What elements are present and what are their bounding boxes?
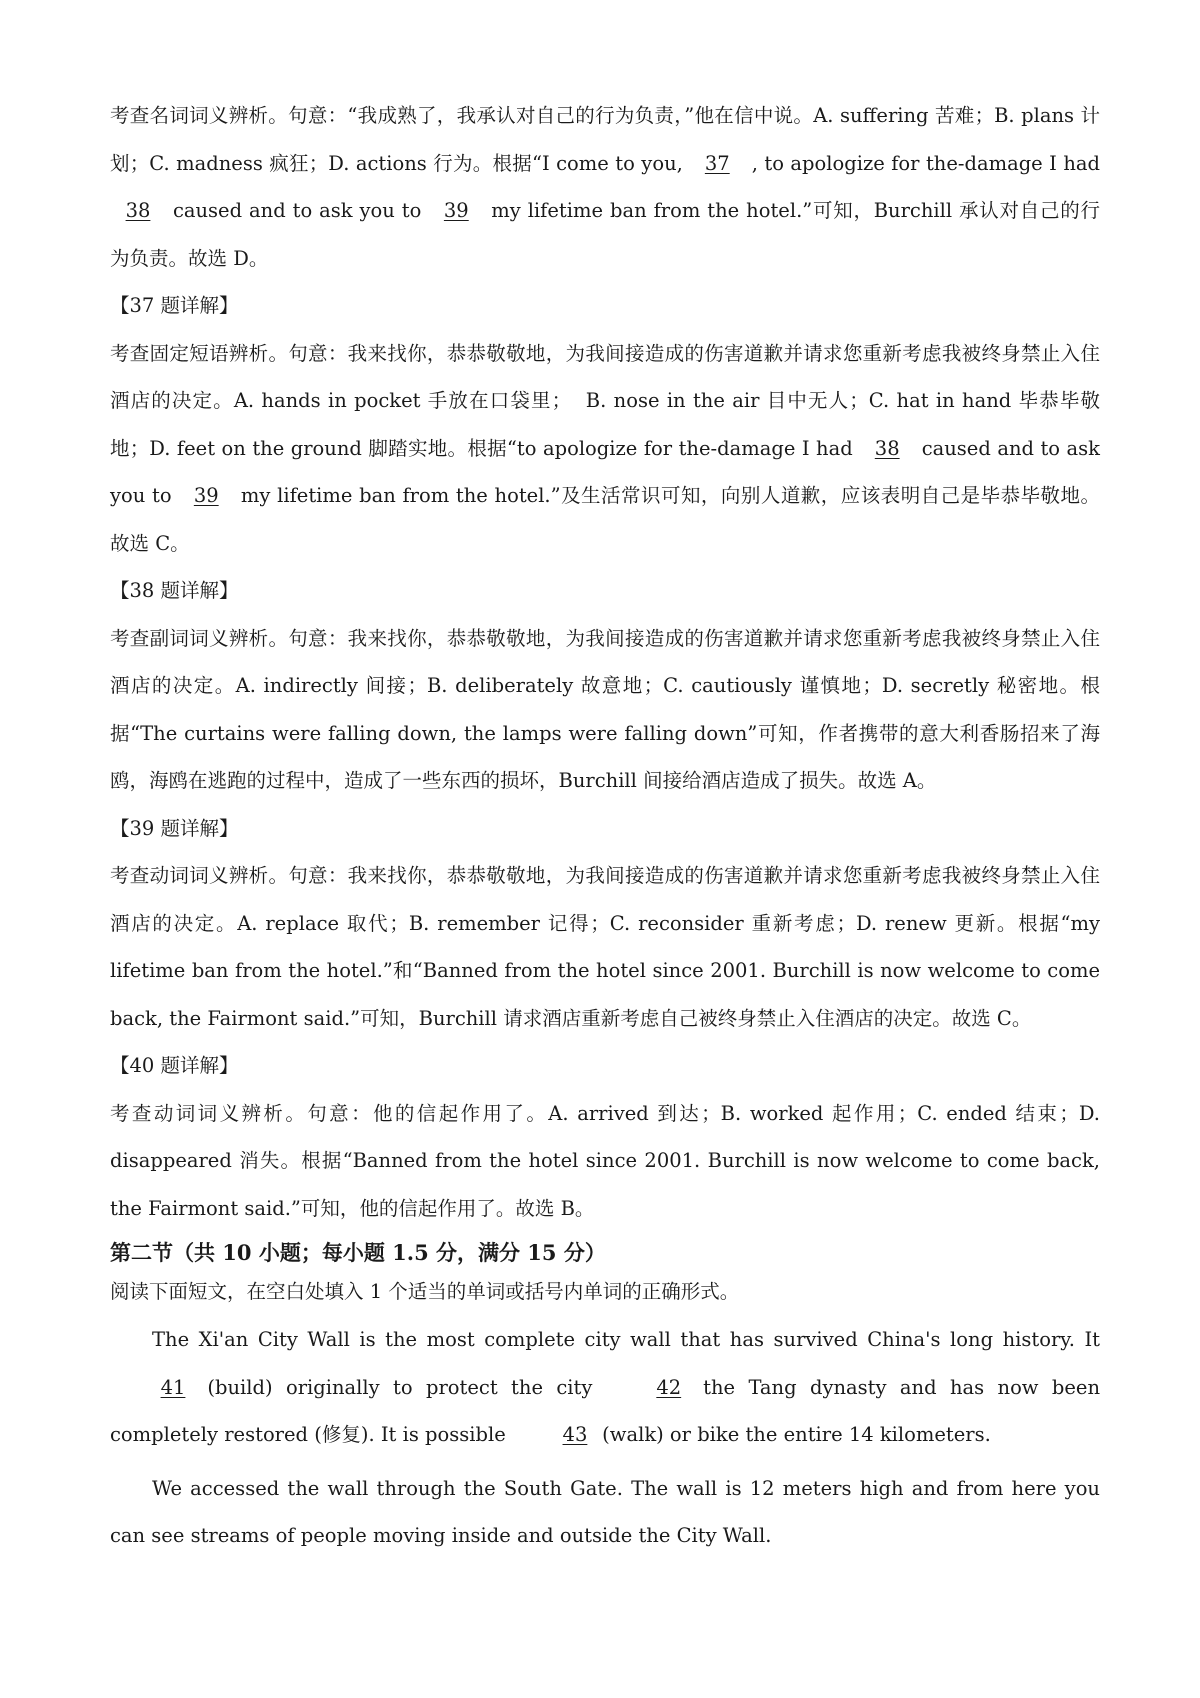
q40-explanation: 考查动词词义辨析。句意：他的信起作用了。A. arrived 到达；B. worked 起作用；C. ended 结束；D. disappeared 消失。根据“Banned from the hotel since 2001. Burchill is now welcome to come back, the Fairmont said.”可知，他的信起作用了。故选 B。	[110, 1101, 1100, 1220]
passage-paragraph-2: We accessed the wall through the South Gate. The wall is 12 meters high and from here you can see streams of people moving inside and outside the City Wall.	[110, 1476, 1100, 1547]
section-2-instruction: 阅读下面短文，在空白处填入 1 个适当的单词或括号内单词的正确形式。	[110, 1280, 740, 1303]
q39-heading: 【39 题详解】	[110, 816, 239, 840]
blank-41: 41	[160, 1375, 186, 1399]
blank-37: 37	[704, 151, 730, 175]
q39-explanation: 考查动词词义辨析。句意：我来找你，恭恭敬敬地，为我间接造成的伤害道歉并请求您重新考虑我被终身禁止入住酒店的决定。A. replace 取代；B. remember 记得；C. reconsider 重新考虑；D. renew 更新。根据“my lifetime ban from the hotel.”和“Banned from the hotel since 2001. Burchill is now welcome to come back, the Fairmont said.”可知，Burchill 请求酒店重新考虑自己被终身禁止入住酒店的决定。故选 C。	[110, 864, 1100, 1030]
q38-explanation: 考查副词词义辨析。句意：我来找你，恭恭敬敬地，为我间接造成的伤害道歉并请求您重新考虑我被终身禁止入住酒店的决定。A. indirectly 间接；B. deliberately 故意地；C. cautiously 谨慎地；D. secretly 秘密地。根据“The curtains were falling down, the lamps were falling down”可知，作者携带的意大利香肠招来了海鸥，海鸥在逃跑的过程中，造成了一些东西的损坏，Burchill 间接给酒店造成了损失。故选 A。	[110, 626, 1100, 792]
q40-heading: 【40 题详解】	[110, 1054, 239, 1077]
blank-42: 42	[656, 1375, 682, 1399]
blank-38: 38	[125, 199, 151, 222]
q38-heading: 【38 题详解】	[110, 579, 239, 602]
q36-explanation: 考查名词词义辨析。句意：“我成熟了，我承认对自己的行为负责，”他在信中说。A. suffering 苦难；B. plans 计划；C. madness 疯狂；D. actions 行为。根据“I come to you, 37 , to apologize for the-damage I had 38 caused and to ask you to 39 my lifetime ban from the hotel.”可知，Burchill 承认对自己的行为负责。故选 D。	[110, 104, 1107, 270]
blank-38: 38	[874, 436, 900, 460]
blank-39: 39	[443, 199, 469, 222]
q37-explanation: 考查固定短语辨析。句意：我来找你，恭恭敬敬地，为我间接造成的伤害道歉并请求您重新考虑我被终身禁止入住酒店的决定。A. hands in pocket 手放在口袋里； B. nose in the air 目中无人；C. hat in hand 毕恭毕敬地；D. feet on the ground 脚踏实地。根据“to apologize for the-damage I had 38 caused and to ask you to 39 my lifetime ban from the hotel.”及生活常识可知，向别人道歉，应该表明自己是毕恭毕敬地。故选 C。	[110, 341, 1107, 555]
passage-paragraph-1: The Xi'an City Wall is the most complete city wall that has survived China's long history. It 41 (build) originally to protect the city 42 the Tang dynasty and has now been completely restored (修复). It is possible 43 (walk) or bike the entire 14 kilometers.	[110, 1316, 1100, 1459]
blank-39: 39	[193, 484, 219, 507]
document-page	[110, 92, 1107, 1560]
blank-43: 43	[562, 1423, 588, 1446]
section-2-title: 第二节（共 10 小题；每小题 1.5 分，满分 15 分）	[110, 1240, 606, 1265]
q37-heading: 【37 题详解】	[110, 294, 239, 317]
